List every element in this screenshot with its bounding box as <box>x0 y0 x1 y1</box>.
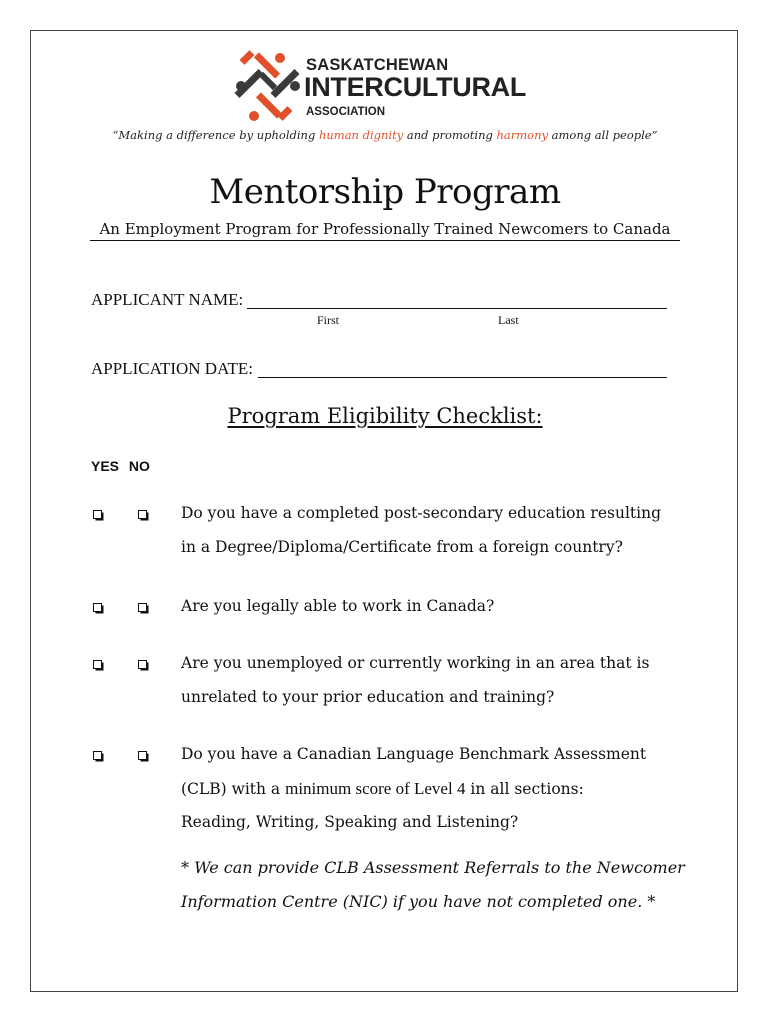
q4-text-line1: Do you have a Canadian Language Benchmark Assessment <box>181 745 647 763</box>
q1-text-line1: Do you have a completed post-secondary education resulting <box>181 504 661 522</box>
q3-no-checkbox[interactable] <box>138 660 147 669</box>
tagline-part2: and promoting <box>403 128 497 142</box>
applicant-name-label: APPLICANT NAME: <box>91 290 244 309</box>
q1-yes-checkbox[interactable] <box>93 510 102 519</box>
logo-text-line2: INTERCULTURAL <box>304 72 527 102</box>
q4-text-line3: Reading, Writing, Speaking and Listening? <box>181 813 519 831</box>
q4-line2-bold: minimum score of Level 4 <box>285 779 466 798</box>
no-label: NO <box>128 458 150 474</box>
q4-yes-checkbox[interactable] <box>93 751 102 760</box>
applicant-name-input[interactable] <box>247 308 667 309</box>
tagline-part1: “Making a difference by upholding <box>112 128 319 142</box>
page-title: Mentorship Program <box>209 172 561 212</box>
tagline-part3: among all people” <box>548 128 658 142</box>
q4-line2-post: in all sections: <box>465 780 584 798</box>
clb-note-line1: * We can provide CLB Assessment Referrals to the Newcomer <box>181 858 685 877</box>
first-name-hint: First <box>317 313 340 327</box>
q4-no-checkbox[interactable] <box>138 751 147 760</box>
tagline <box>0 128 770 142</box>
q3-text-line1: Are you unemployed or currently working in an area that is <box>181 654 650 672</box>
tagline-highlight-harmony: harmony <box>496 128 549 142</box>
application-date-label: APPLICATION DATE: <box>91 359 253 378</box>
intercultural-logo-icon <box>234 50 302 122</box>
checklist-title: Program Eligibility Checklist: <box>227 404 543 428</box>
q4-line2-pre: (CLB) with a <box>181 780 286 798</box>
q1-text-line2: in a Degree/Diploma/Certificate from a foreign country? <box>181 538 623 556</box>
q4-text-line2 <box>181 779 584 799</box>
yes-no-header <box>91 458 150 474</box>
q3-text-line2: unrelated to your prior education and training? <box>181 688 555 706</box>
yes-label: YES <box>91 458 120 474</box>
q2-yes-checkbox[interactable] <box>93 603 102 612</box>
q3-yes-checkbox[interactable] <box>93 660 102 669</box>
clb-note-line2: Information Centre (NIC) if you have not completed one. * <box>181 892 656 911</box>
application-date-input[interactable] <box>258 377 667 378</box>
page-subtitle: An Employment Program for Professionally Trained Newcomers to Canada <box>90 220 680 241</box>
association-logo <box>234 50 534 122</box>
last-name-hint: Last <box>498 313 519 327</box>
q2-text-line1: Are you legally able to work in Canada? <box>181 597 495 615</box>
logo-text-line3: ASSOCIATION <box>306 106 386 118</box>
q2-no-checkbox[interactable] <box>138 603 147 612</box>
q1-no-checkbox[interactable] <box>138 510 147 519</box>
logo-text-line1: SASKATCHEWAN <box>306 56 449 74</box>
tagline-highlight-dignity: human dignity <box>318 128 404 142</box>
